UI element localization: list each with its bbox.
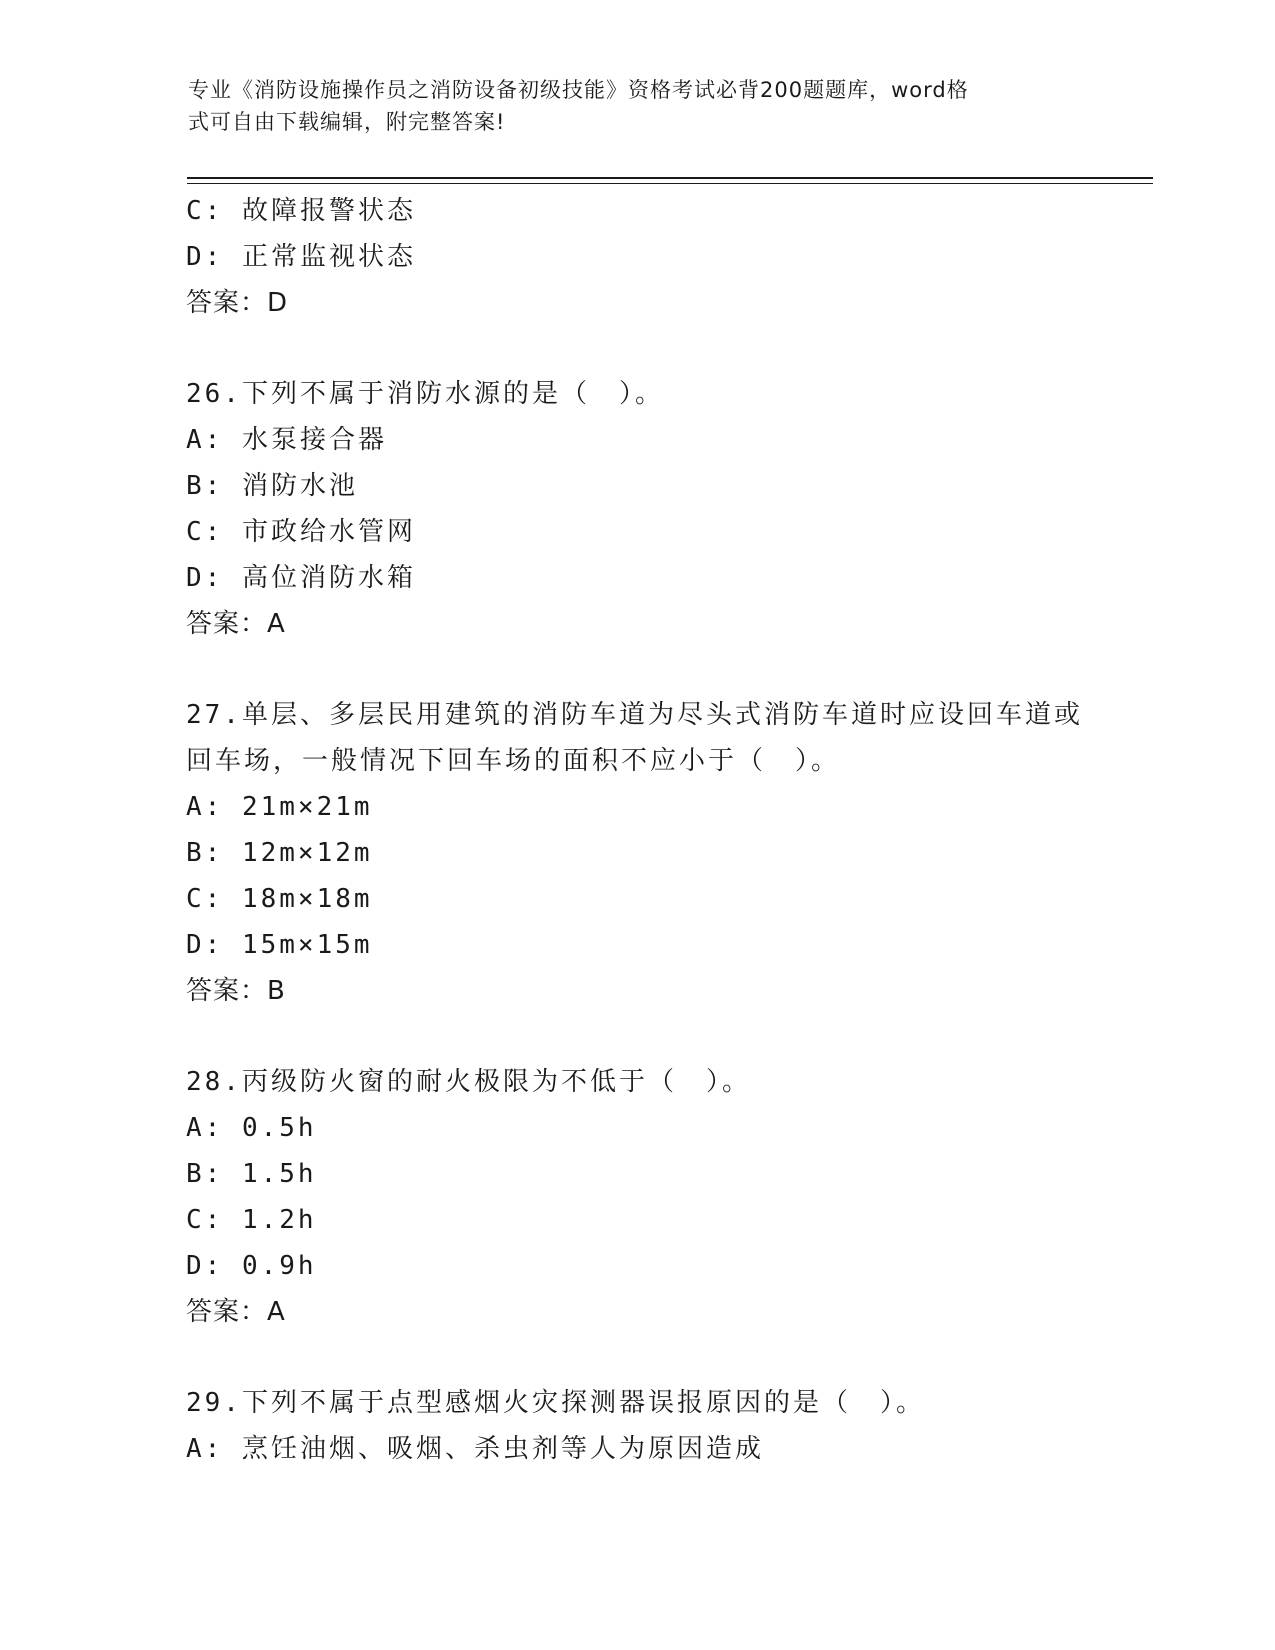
option-b: B: 1.5h	[186, 1159, 317, 1189]
question-27	[186, 692, 1086, 1014]
question-list	[186, 188, 1086, 1472]
option-d: D: 高位消防水箱	[186, 563, 416, 593]
option-c: C: 市政给水管网	[186, 517, 416, 547]
header-title-line-2: 式可自由下载编辑，附完整答案!	[188, 110, 506, 134]
header-divider-thick	[187, 177, 1153, 179]
option-a: A: 21m×21m	[186, 792, 373, 822]
question-25-continued	[186, 188, 1086, 326]
question-stem-line-2: 回车场，一般情况下回车场的面积不应小于（ ）。	[186, 746, 841, 776]
spacer	[186, 647, 1086, 692]
question-stem: 28.丙级防火窗的耐火极限为不低于（ ）。	[186, 1067, 751, 1097]
option-d: D: 0.9h	[186, 1251, 317, 1281]
option-c: C: 18m×18m	[186, 884, 373, 914]
answer-label: 答案：A	[186, 1297, 286, 1327]
question-28	[186, 1059, 1086, 1335]
question-29	[186, 1380, 1086, 1472]
header-divider-thin	[187, 183, 1153, 184]
answer-label: 答案：A	[186, 609, 286, 639]
option-b: B: 12m×12m	[186, 838, 373, 868]
spacer	[186, 1014, 1086, 1059]
option-b: B: 消防水池	[186, 471, 358, 501]
option-d: D: 15m×15m	[186, 930, 373, 960]
option-c: C: 1.2h	[186, 1205, 317, 1235]
question-stem: 26.下列不属于消防水源的是（ ）。	[186, 379, 664, 409]
option-a: A: 0.5h	[186, 1113, 317, 1143]
question-stem: 29.下列不属于点型感烟火灾探测器误报原因的是（ ）。	[186, 1388, 925, 1418]
header-title-line-1: 专业《消防设施操作员之消防设备初级技能》资格考试必背200题题库，word格	[188, 78, 969, 102]
question-stem-line-1: 27.单层、多层民用建筑的消防车道为尽头式消防车道时应设回车道或	[186, 700, 1083, 730]
page-header	[188, 74, 1068, 138]
answer-label: 答案：B	[186, 976, 286, 1006]
option-c: C: 故障报警状态	[186, 196, 416, 226]
option-a: A: 水泵接合器	[186, 425, 387, 455]
option-d: D: 正常监视状态	[186, 242, 416, 272]
answer-label: 答案：D	[186, 288, 289, 318]
spacer	[186, 1335, 1086, 1380]
option-a: A: 烹饪油烟、吸烟、杀虫剂等人为原因造成	[186, 1434, 764, 1464]
spacer	[186, 326, 1086, 371]
question-26	[186, 371, 1086, 647]
